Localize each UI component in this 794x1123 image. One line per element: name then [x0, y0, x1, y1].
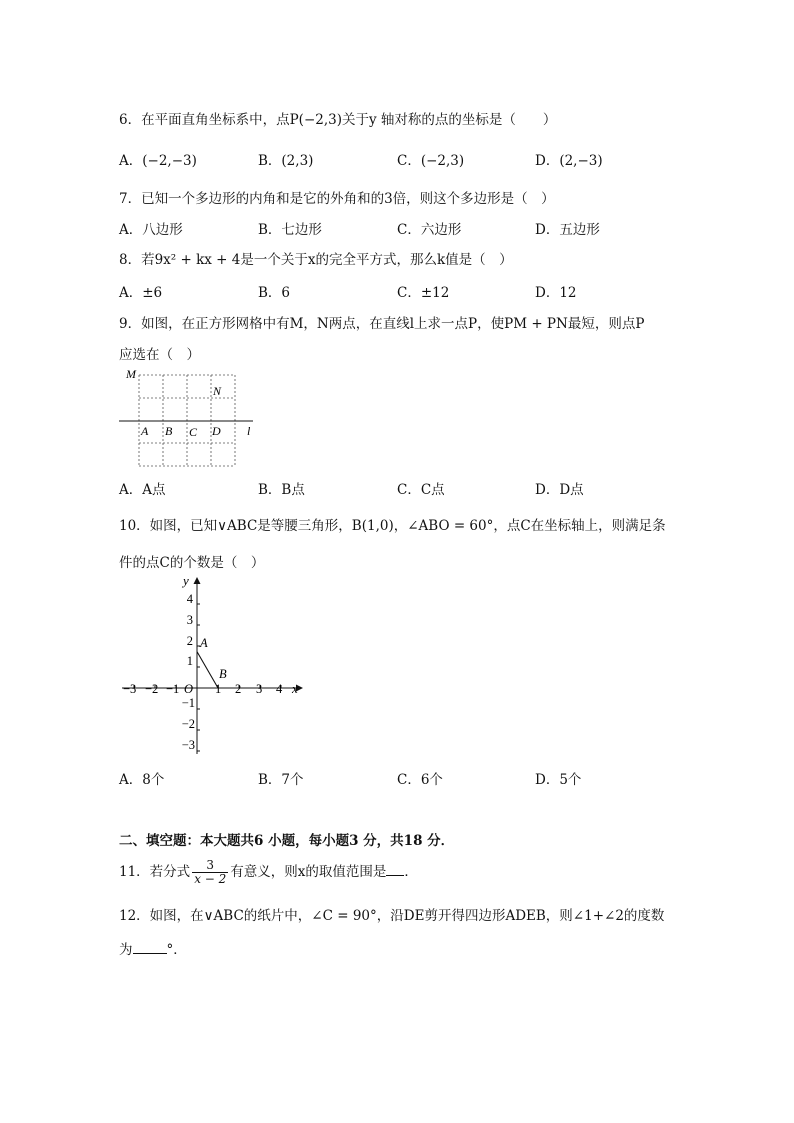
q7-option-d: D．五边形 [535, 222, 600, 238]
q10-option-d: D．5个 [535, 772, 582, 788]
q7-option-c: C．六边形 [397, 222, 462, 238]
q8-option-d: D．12 [535, 285, 577, 301]
q11-answer-blank[interactable] [386, 874, 404, 876]
q10-label-origin: O [184, 682, 194, 696]
q10-label-x: x [292, 681, 298, 696]
q10-label-a: A [200, 636, 208, 650]
q10-y-tick-3: 3 [186, 613, 193, 627]
q9-label-d: D [212, 424, 221, 438]
q10-label-b: B [219, 667, 227, 681]
q9-label-l: l [247, 424, 251, 438]
q6-option-d: D．(2,−3) [535, 153, 603, 169]
q8-option-c: C．±12 [397, 285, 450, 301]
q8-stem: 8．若9x² + kx + 4是一个关于x的完全平方式，那么k值是（ ） [119, 252, 513, 268]
q6-option-b: B．(2,3) [258, 153, 314, 169]
q10-x-tick-3: 3 [256, 682, 263, 696]
q8-option-b: B．6 [258, 285, 291, 301]
q10-x-tick-1: 1 [215, 682, 222, 696]
q10-x-tick-2: 2 [235, 682, 242, 696]
q10-y-tick-neg3: −3 [181, 738, 195, 752]
q10-x-tick-4: 4 [276, 682, 283, 696]
q9-option-a: A．A点 [119, 482, 166, 498]
q9-label-b: B [165, 424, 173, 438]
section2-title: 二、填空题：本大题共6 小题，每小题3 分，共18 分． [119, 833, 455, 849]
q11-prefix: 11．若分式 [119, 864, 191, 880]
q10-x-tick-neg2: −2 [145, 682, 159, 696]
q11-fraction-numerator: 3 [192, 859, 228, 873]
q10-stem-line1: 10．如图，已知∨ABC是等腰三角形，B(1,0)，∠ABO = 60°，点C在坐标轴上，则满足条 [119, 518, 666, 534]
q12-line1: 12．如图，在∨ABC的纸片中，∠C = 90°，沿DE剪开得四边形ADEB，则∠1+∠2的度数 [119, 908, 665, 924]
q6-option-a: A．(−2,−3) [119, 153, 197, 169]
q10-option-a: A．8个 [119, 772, 165, 788]
q9-stem-line1: 9．如图，在正方形网格中有M，N两点，在直线l上求一点P，使PM + PN最短，则点P [119, 316, 645, 332]
q9-option-c: C．C点 [397, 482, 445, 498]
q10-y-tick-4: 4 [186, 592, 193, 606]
q11-line [119, 858, 418, 886]
q10-option-c: C．6个 [397, 772, 443, 788]
q10-x-tick-neg3: −3 [123, 682, 137, 696]
q10-label-y: y [183, 573, 189, 588]
q10-y-tick-1: 1 [186, 654, 193, 668]
q10-coordinate-figure [118, 572, 313, 757]
q9-label-n: N [213, 384, 222, 398]
q10-x-tick-labels [123, 682, 283, 696]
q10-y-tick-2: 2 [186, 634, 193, 648]
q10-y-tick-neg1: −1 [181, 696, 195, 710]
q9-label-c: C [189, 425, 198, 439]
q7-option-a: A．八边形 [119, 222, 183, 238]
q10-x-tick-neg1: −1 [166, 682, 180, 696]
q12-answer-blank[interactable] [133, 952, 167, 954]
q6-stem: 6．在平面直角坐标系中，点P(−2,3)关于y 轴对称的点的坐标是（ ） [119, 112, 557, 128]
q6-option-c: C．(−2,3) [397, 153, 465, 169]
q10-option-b: B．7个 [258, 772, 304, 788]
q10-stem-line2: 件的点C的个数是（ ） [119, 555, 265, 571]
q9-option-b: B．B点 [258, 482, 305, 498]
q9-label-m: M [126, 367, 136, 381]
q11-fraction-denominator: x − 2 [194, 872, 227, 886]
q11-end: ． [404, 864, 418, 880]
q9-stem-line2: 应选在（ ） [119, 347, 200, 363]
q7-option-b: B．七边形 [258, 222, 322, 238]
q8-option-a: A．±6 [119, 285, 163, 301]
q9-label-a: A [141, 424, 149, 438]
q7-stem: 7．已知一个多边形的内角和是它的外角和的3倍，则这个多边形是（ ） [119, 191, 555, 207]
q9-option-d: D．D点 [535, 482, 584, 498]
q12-line2-suffix: °． [166, 942, 187, 958]
q12-line2 [119, 938, 187, 958]
q11-fraction [192, 859, 228, 886]
q9-grid-figure [115, 365, 260, 470]
q10-y-tick-neg2: −2 [181, 717, 195, 731]
q12-line2-prefix: 为 [119, 942, 133, 958]
q10-ticks [134, 604, 281, 751]
q11-suffix: 有意义，则x的取值范围是 [230, 864, 387, 880]
q10-y-tick-labels [182, 592, 195, 752]
